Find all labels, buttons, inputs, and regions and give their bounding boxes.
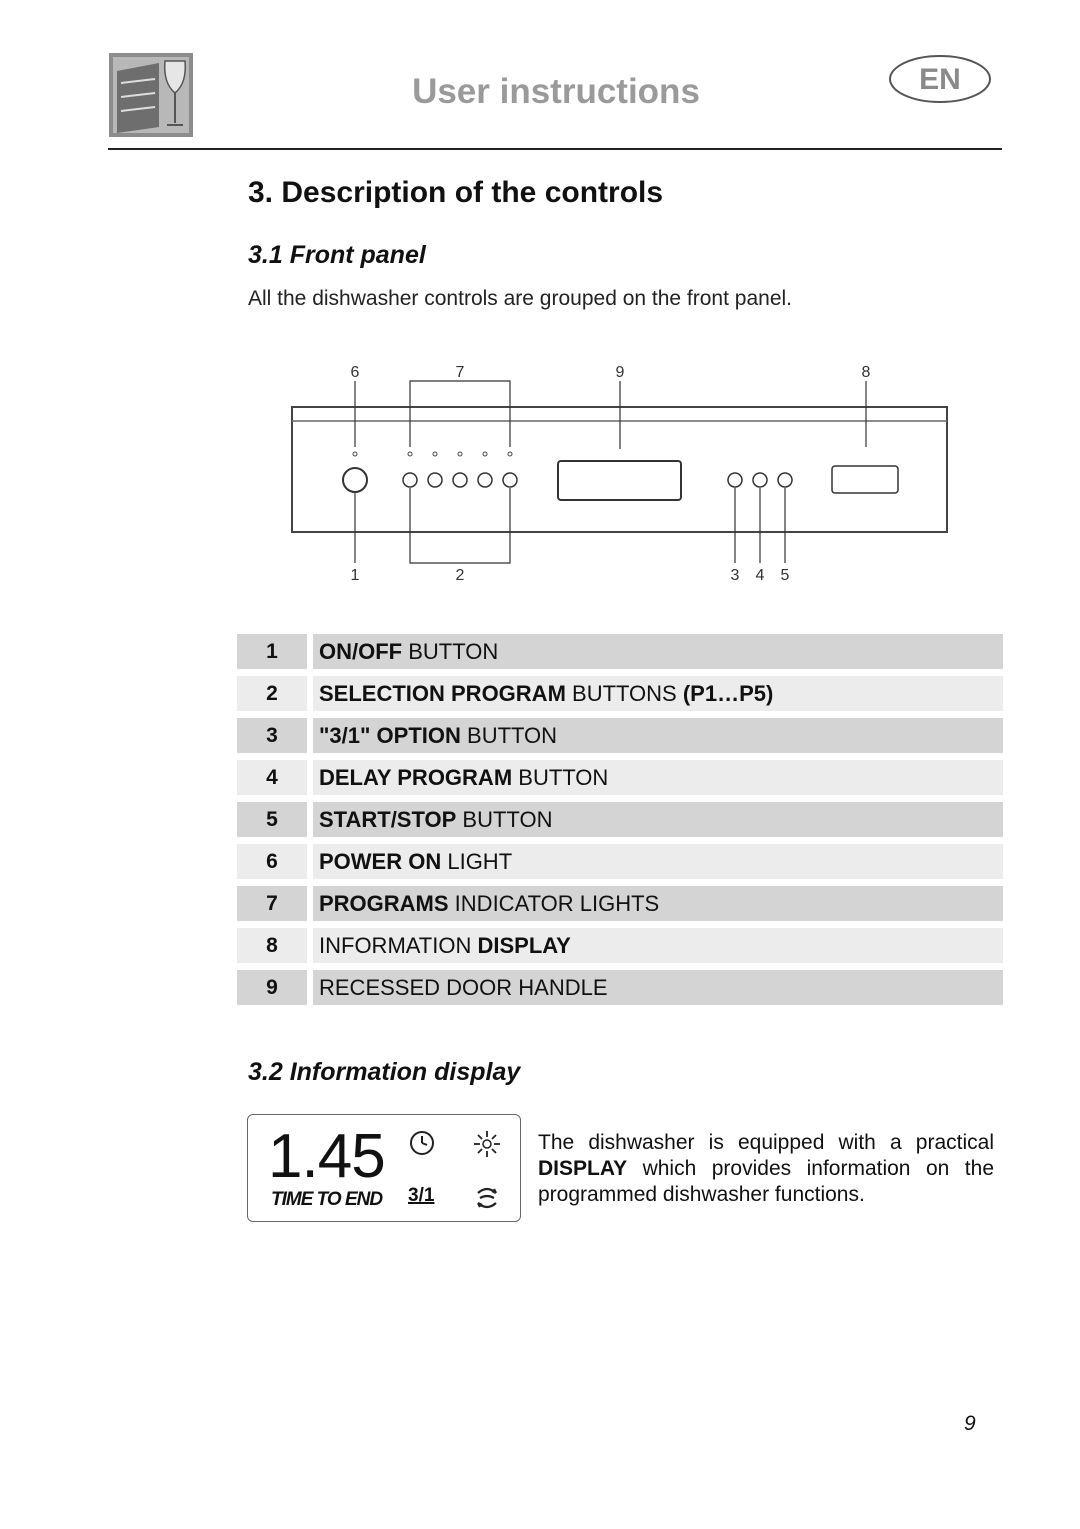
legend-number: 7	[237, 886, 307, 921]
legend-label: ON/OFF BUTTON	[313, 634, 1003, 669]
program-button-5	[503, 473, 517, 487]
program-button-2	[428, 473, 442, 487]
callout-1: 1	[350, 567, 360, 584]
section-title: 3. Description of the controls	[248, 176, 664, 209]
legend-label: POWER ON LIGHT	[313, 844, 1003, 879]
legend-row	[237, 760, 1003, 795]
rinse-aid-icon	[472, 1183, 502, 1213]
language-badge	[888, 54, 992, 104]
dishwasher-logo	[109, 53, 193, 137]
display-window	[832, 466, 898, 493]
header-title: User instructions	[412, 72, 700, 111]
option-button	[728, 473, 742, 487]
callout-3: 3	[730, 567, 740, 584]
on-off-button	[343, 468, 367, 492]
legend-number: 4	[237, 760, 307, 795]
program-button-4	[478, 473, 492, 487]
legend-number: 6	[237, 844, 307, 879]
header-divider	[108, 148, 1002, 150]
callout-8: 8	[861, 364, 871, 381]
legend-label: INFORMATION DISPLAY	[313, 928, 1003, 963]
callout-6: 6	[350, 364, 360, 381]
legend-number: 3	[237, 718, 307, 753]
callout-4: 4	[755, 567, 765, 584]
callout-5: 5	[780, 567, 790, 584]
option-3-1-indicator: 3/1	[408, 1185, 435, 1206]
legend-label: "3/1" OPTION BUTTON	[313, 718, 1003, 753]
callout-2: 2	[455, 567, 465, 584]
legend-row	[237, 676, 1003, 711]
legend-row	[237, 844, 1003, 879]
legend-label: START/STOP BUTTON	[313, 802, 1003, 837]
callout-9: 9	[615, 364, 625, 381]
info-display-heading: 3.2 Information display	[248, 1058, 521, 1086]
door-handle	[558, 461, 681, 500]
clock-icon	[408, 1129, 436, 1157]
controls-legend	[237, 634, 1003, 1012]
callout-7: 7	[455, 364, 465, 381]
legend-number: 1	[237, 634, 307, 669]
start-stop-button	[778, 473, 792, 487]
legend-number: 5	[237, 802, 307, 837]
program-button-1	[403, 473, 417, 487]
legend-label: DELAY PROGRAM BUTTON	[313, 760, 1003, 795]
front-panel-intro: All the dishwasher controls are grouped on the front panel.	[248, 287, 793, 310]
legend-label: PROGRAMS INDICATOR LIGHTS	[313, 886, 1003, 921]
front-panel-diagram	[280, 355, 960, 595]
legend-row	[237, 802, 1003, 837]
lcd-time-caption: TIME TO END	[271, 1189, 383, 1210]
sun-icon	[472, 1129, 502, 1159]
legend-number: 2	[237, 676, 307, 711]
legend-label: RECESSED DOOR HANDLE	[313, 970, 1003, 1005]
program-button-3	[453, 473, 467, 487]
legend-row	[237, 970, 1003, 1005]
legend-row	[237, 634, 1003, 669]
legend-number: 9	[237, 970, 307, 1005]
lcd-display	[247, 1114, 521, 1222]
delay-button	[753, 473, 767, 487]
legend-row	[237, 928, 1003, 963]
legend-row	[237, 718, 1003, 753]
lcd-time-value: 1.45	[268, 1122, 385, 1191]
page-number: 9	[964, 1412, 976, 1435]
front-panel-heading: 3.1 Front panel	[248, 241, 426, 269]
legend-row	[237, 886, 1003, 921]
info-display-description: The dishwasher is equipped with a practical DISPLAY which provides information on the programmed dishwasher functions.	[538, 1131, 994, 1206]
legend-label: SELECTION PROGRAM BUTTONS (P1…P5)	[313, 676, 1003, 711]
language-badge-label: EN	[919, 63, 961, 96]
legend-number: 8	[237, 928, 307, 963]
